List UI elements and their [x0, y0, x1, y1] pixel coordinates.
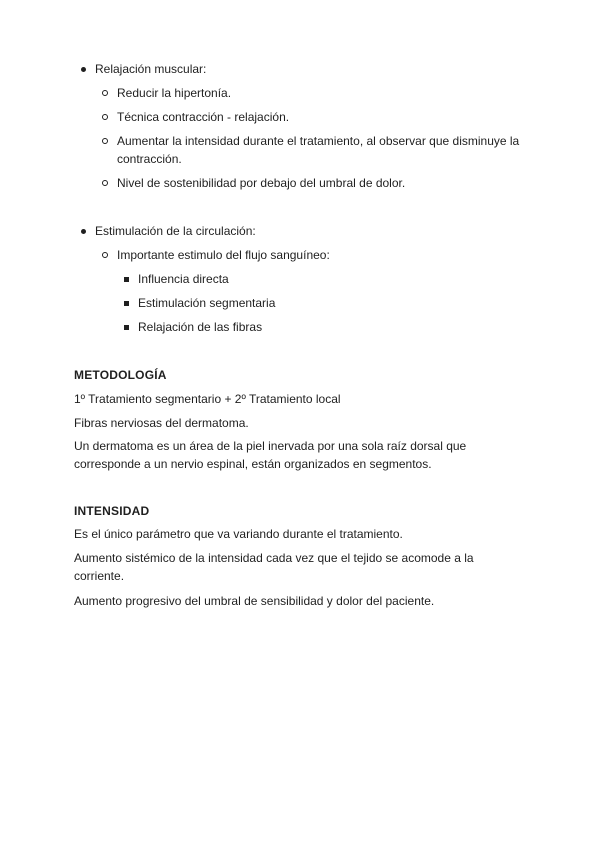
bullet-circle-icon: [102, 138, 108, 144]
list-item: [0, 222, 600, 240]
intensidad-paragraph: Es el único parámetro que va variando durante el tratamiento.: [74, 527, 403, 541]
list-item: [0, 60, 600, 78]
bullet-circle-icon: [102, 90, 108, 96]
bullet-square-icon: [124, 277, 129, 282]
circulacion-title: Estimulación de la circulación:: [95, 224, 256, 238]
list-item: [0, 318, 600, 336]
relajacion-section: [0, 60, 600, 192]
circulacion-section: [0, 222, 600, 336]
circulacion-subitem: Relajación de las fibras: [138, 320, 263, 334]
intensidad-heading: INTENSIDAD: [74, 504, 150, 518]
bullet-circle-icon: [102, 180, 108, 186]
list-item: [0, 84, 600, 102]
bullet-disc-icon: [81, 229, 86, 234]
metodologia-paragraph: Un dermatoma es un área de la piel inervada por una sola raíz dorsal que corresponde a un nervio espinal, están organizados en segmentos.: [74, 439, 467, 471]
circulacion-subitem: Influencia directa: [138, 272, 229, 286]
circulacion-subitem: Estimulación segmentaria: [138, 296, 276, 310]
list-item: [0, 294, 600, 312]
list-item: [0, 108, 600, 126]
relajacion-item: Aumentar la intensidad durante el tratamiento, al observar que disminuye la contracción.: [117, 134, 520, 166]
relajacion-item: Nivel de sostenibilidad por debajo del umbral de dolor.: [117, 176, 406, 190]
circulacion-subtitle: Importante estimulo del flujo sanguíneo:: [117, 248, 330, 262]
bullet-square-icon: [124, 325, 129, 330]
list-item: [0, 246, 600, 264]
bullet-square-icon: [124, 301, 129, 306]
metodologia-heading: METODOLOGÍA: [74, 368, 167, 382]
relajacion-item: Reducir la hipertonía.: [117, 86, 232, 100]
intensidad-paragraph: Aumento sistémico de la intensidad cada vez que el tejido se acomode a la corriente.: [74, 551, 474, 583]
bullet-disc-icon: [81, 67, 86, 72]
relajacion-item: Técnica contracción - relajación.: [117, 110, 290, 124]
metodologia-paragraph: 1º Tratamiento segmentario + 2º Tratamiento local: [74, 392, 341, 406]
list-item: [0, 132, 600, 168]
bullet-circle-icon: [102, 114, 108, 120]
relajacion-title: Relajación muscular:: [95, 62, 207, 76]
list-item: [0, 270, 600, 288]
metodologia-paragraph: Fibras nerviosas del dermatoma.: [74, 416, 249, 430]
list-item: [0, 174, 600, 192]
bullet-circle-icon: [102, 252, 108, 258]
intensidad-paragraph: Aumento progresivo del umbral de sensibilidad y dolor del paciente.: [74, 594, 435, 608]
